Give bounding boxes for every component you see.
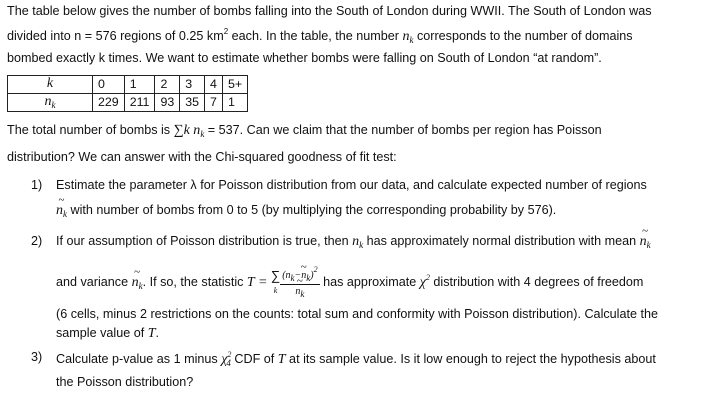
table-cell: 5+ [222, 76, 247, 94]
bomb-count-table [7, 75, 248, 112]
table-cell: 0 [93, 76, 125, 94]
q1-line-1: Estimate the parameter λ for Poisson distribution from our data, and calculate expected number of regions [56, 178, 647, 192]
intro-line-1: The table below gives the number of bombs falling into the South of London during WWII. The South of London was [7, 4, 652, 18]
chi-square-4-symbol: $\chi^2_4$ [221, 350, 232, 368]
row-label-n: $n_k$ [8, 94, 93, 112]
chi-square-fraction: (nk−~ nk)$^2$ ~ nk [280, 266, 319, 299]
table-cell: 1 [222, 94, 247, 112]
table-cell: 2 [155, 76, 180, 94]
table-cell: 7 [205, 94, 223, 112]
table-cell: 93 [155, 94, 180, 112]
sum-k-nk-formula: ∑k $n_k$ [173, 123, 205, 139]
total-line-2: distribution? We can answer with the Chi-squared goodness of fit test: [7, 150, 397, 164]
q2-number: 2) [31, 234, 43, 248]
q3-number: 3) [31, 350, 43, 364]
q2-line-1: If our assumption of Poisson distribution is true, then $n_k$ has approximately normal distribution with mean ~ $n_k$ [56, 234, 651, 251]
q2-line-4: sample value of T. [56, 326, 160, 341]
table-cell: 3 [180, 76, 205, 94]
table-cell: 229 [93, 94, 125, 112]
table-cell: 1 [124, 76, 155, 94]
q3-line-1: Calculate p-value as 1 minus $\chi^2_4$ CDF of T at its sample value. Is it low enough to reject the hypothesis about [56, 350, 656, 368]
table-row-n [8, 94, 248, 112]
statistic-T-formula: T = [246, 274, 271, 290]
q2-line-2: and variance ~ $n_k$. If so, the statistic T = ∑ k (nk−~ nk)$^2$ ~ nk has approximate $\chi^2$ distribution with 4 degrees of freedom [56, 266, 643, 299]
n-k-symbol: $n_k$ [402, 29, 414, 45]
intro-line-3: bombed exactly k times. We want to estimate whether bombs were falling on South of London “at random”. [7, 51, 602, 65]
sigma-symbol: ∑ k [270, 268, 281, 295]
table-row-k [8, 76, 248, 94]
table-cell: 4 [205, 76, 223, 94]
q1-number: 1) [31, 178, 43, 192]
intro-line-2: divided into n = 576 regions of 0.25 $km^2$ each. In the table, the number $n_k$ corresponds to the number of domains [7, 27, 633, 45]
table-cell: 211 [124, 94, 155, 112]
q2-line-3: (6 cells, minus 2 restrictions on the counts: total sum and conformity with Poisson distribution). Calculate the [56, 307, 658, 321]
q3-line-2: the Poisson distribution? [56, 375, 194, 389]
total-line-1: The total number of bombs is ∑k $n_k = 537$. Can we claim that the number of bombs per region has Poisson [7, 123, 602, 139]
row-label-k: k [8, 76, 93, 94]
q1-line-2: ~ $n_k$ with number of bombs from 0 to 5 (by multiplying the corresponding probability by 576). [56, 203, 556, 220]
table-cell: 35 [180, 94, 205, 112]
n-tilde-k-symbol: ~ $n_k$ [56, 203, 67, 220]
